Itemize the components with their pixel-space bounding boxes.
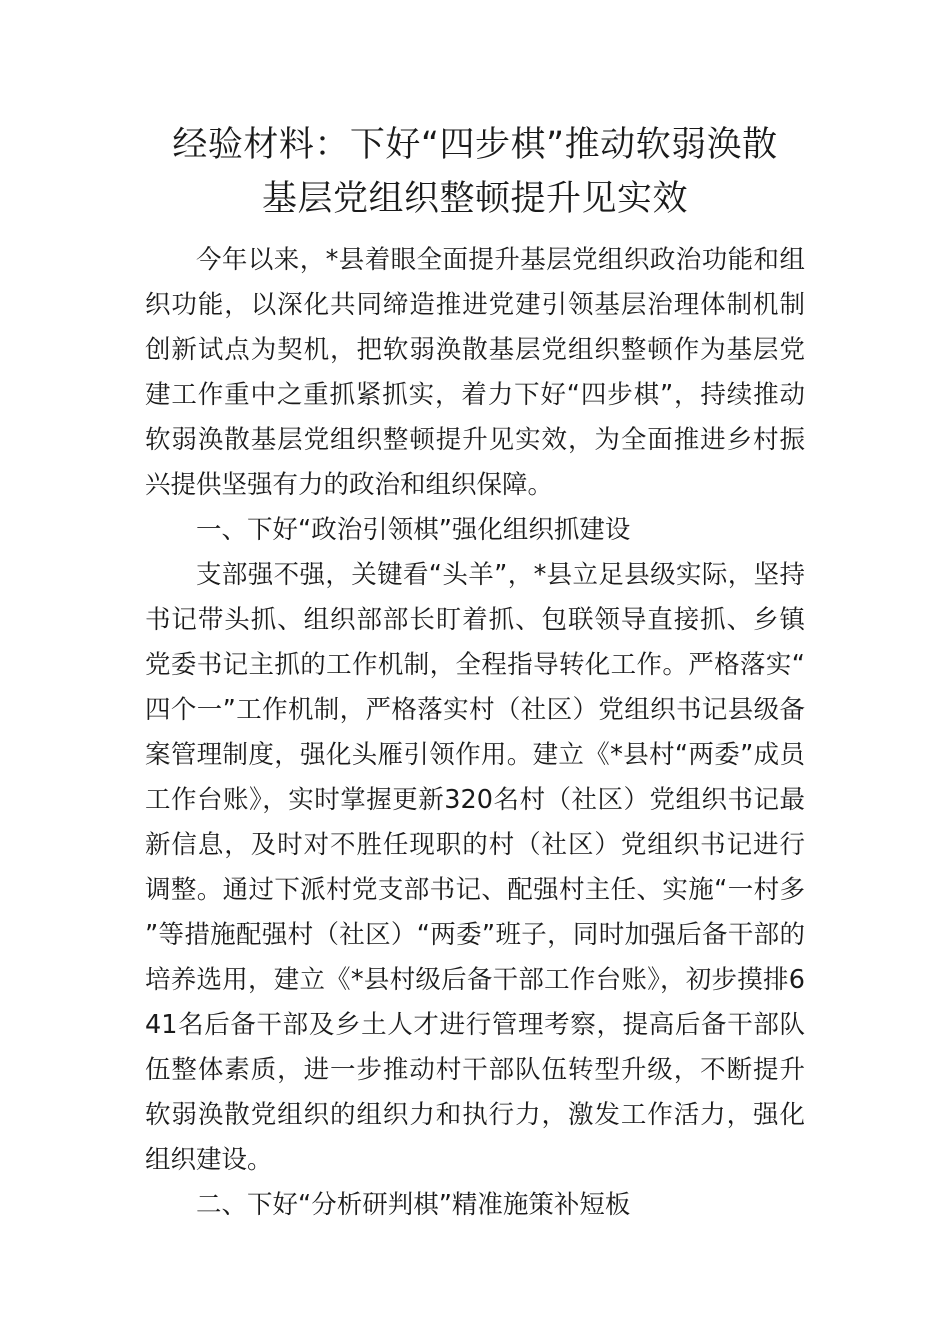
section-heading-1: 一、下好“政治引领棋”强化组织抓建设 <box>196 515 631 545</box>
title-line-1: 经验材料：下好“四步棋”推动软弱涣散 <box>172 125 778 165</box>
document-title <box>100 118 850 226</box>
title-line-2: 基层党组织整顿提升见实效 <box>261 179 688 219</box>
intro-paragraph: 今年以来，*县着眼全面提升基层党组织政治功能和组织功能，以深化共同缔造推进党建引领基层治理体制机制创新试点为契机，把软弱涣散基层党组织整顿作为基层党建工作重中之重抓紧抓实，着力下好“四步棋”，持续推动软弱涣散基层党组织整顿提升见实效，为全面推进乡村振兴提供坚强有力的政治和组织保障。 <box>145 245 805 500</box>
section-1-paragraph: 支部强不强，关键看“头羊”，*县立足县级实际，坚持书记带头抓、组织部部长盯着抓、包联领导直接抓、乡镇党委书记主抓的工作机制，全程指导转化工作。严格落实“四个一”工作机制，严格落实村（社区）党组织书记县级备案管理制度，强化头雁引领作用。建立《*县村“两委”成员工作台账》，实时掌握更新320名村（社区）党组织书记最新信息，及时对不胜任现职的村（社区）党组织书记进行调整。通过下派村党支部书记、配强村主任、实施“一村多”等措施配强村（社区）“两委”班子，同时加强后备干部的培养选用，建立《*县村级后备干部工作台账》，初步摸排641名后备干部及乡土人才进行管理考察，提高后备干部队伍整体素质，进一步推动村干部队伍转型升级，不断提升软弱涣散党组织的组织力和执行力，激发工作活力，强化组织建设。 <box>145 560 805 1175</box>
document-body <box>145 238 805 1228</box>
section-heading-2: 二、下好“分析研判棋”精准施策补短板 <box>196 1190 631 1220</box>
